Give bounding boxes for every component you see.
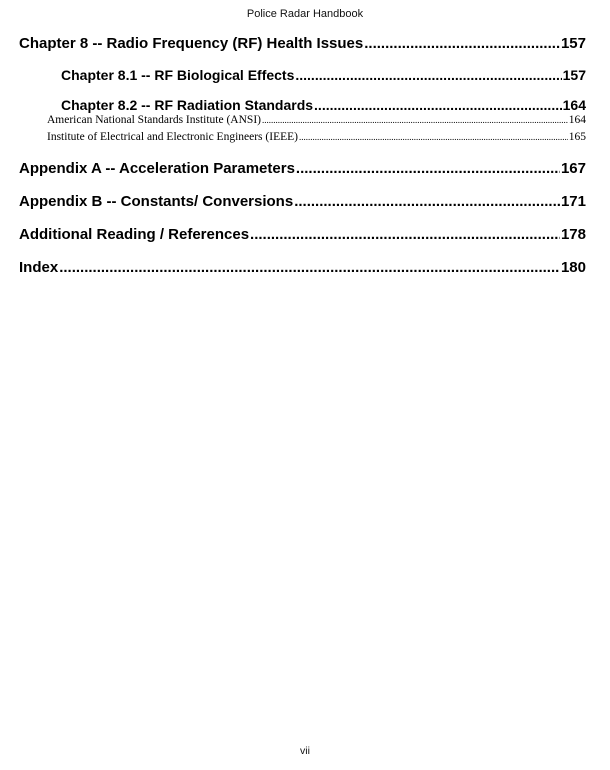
dot-leader bbox=[296, 160, 560, 177]
toc-entry-label: Additional Reading / References bbox=[19, 226, 250, 243]
toc-entry-appendix-b[interactable] bbox=[19, 193, 586, 213]
toc-page-number: 165 bbox=[568, 131, 586, 143]
toc-entry-ieee[interactable] bbox=[47, 131, 586, 145]
toc-entry-index[interactable] bbox=[19, 259, 586, 279]
toc-page-number: 167 bbox=[560, 160, 586, 177]
page-number-footer: vii bbox=[300, 745, 310, 757]
toc-page-number: 157 bbox=[562, 67, 586, 83]
toc-page-number: 178 bbox=[560, 226, 586, 243]
toc-entry-label: Chapter 8.1 -- RF Biological Effects bbox=[61, 67, 295, 83]
dot-leader bbox=[295, 67, 561, 83]
dot-leader bbox=[250, 226, 560, 243]
toc-entry-chapter-8[interactable] bbox=[19, 35, 586, 55]
toc-entry-label: Institute of Electrical and Electronic Engineers (IEEE) bbox=[47, 131, 298, 143]
running-header: Police Radar Handbook bbox=[246, 8, 364, 20]
toc-entry-label: Chapter 8 -- Radio Frequency (RF) Health Issues bbox=[19, 35, 364, 52]
toc-entry-additional-reading[interactable] bbox=[19, 226, 586, 246]
toc-page-number: 180 bbox=[560, 259, 586, 276]
toc-page-number: 171 bbox=[560, 193, 586, 210]
toc-entry-appendix-a[interactable] bbox=[19, 160, 586, 180]
toc-page-number: 157 bbox=[560, 35, 586, 52]
toc-page-number: 164 bbox=[562, 97, 586, 113]
toc-entry-label: Appendix A -- Acceleration Parameters bbox=[19, 160, 295, 177]
toc-entry-label: Chapter 8.2 -- RF Radiation Standards bbox=[61, 97, 314, 113]
toc-entry-ansi[interactable] bbox=[47, 114, 586, 128]
dot-leader bbox=[364, 35, 560, 52]
toc-entry-chapter-8-2[interactable] bbox=[61, 97, 586, 115]
toc-entry-label: American National Standards Institute (ANSI) bbox=[47, 114, 261, 126]
toc-page-number: 164 bbox=[568, 114, 586, 126]
dot-leader bbox=[262, 114, 568, 126]
toc-entry-label: Appendix B -- Constants/ Conversions bbox=[19, 193, 294, 210]
toc-entry-label: Index bbox=[19, 259, 59, 276]
dot-leader bbox=[59, 259, 560, 276]
dot-leader bbox=[294, 193, 560, 210]
dot-leader bbox=[314, 97, 562, 113]
toc-entry-chapter-8-1[interactable] bbox=[61, 67, 586, 85]
dot-leader bbox=[299, 131, 568, 143]
